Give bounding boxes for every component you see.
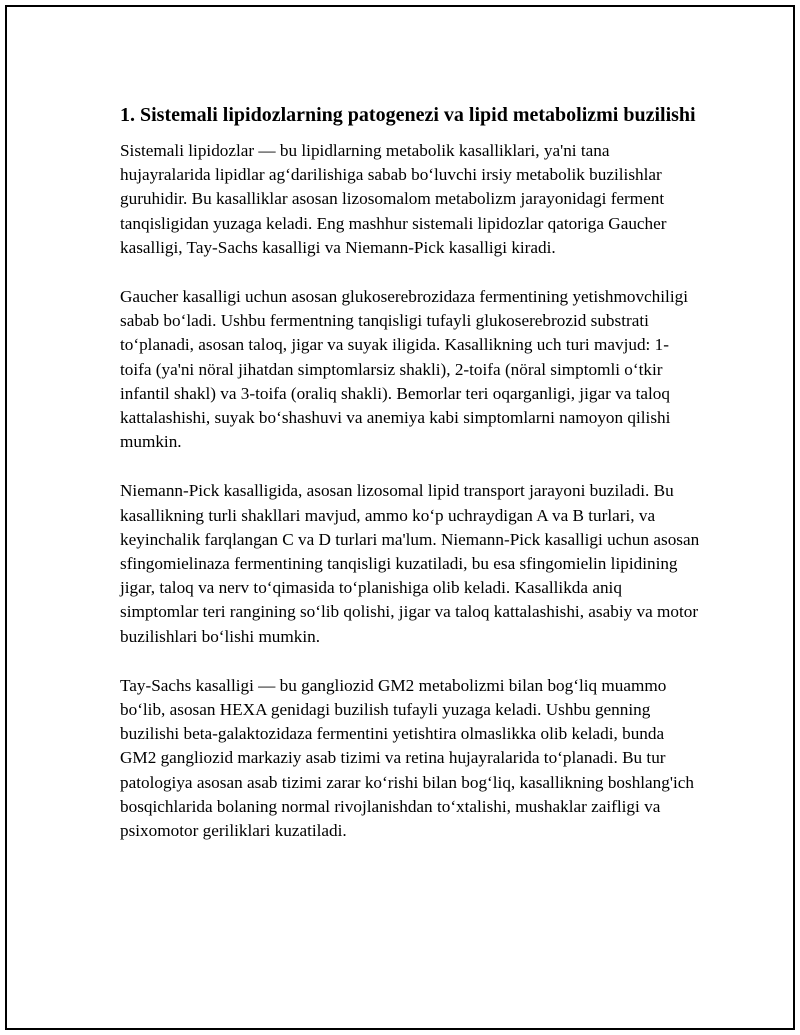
section-heading: 1. Sistemali lipidozlarning patogenezi va lipid metabolizmi buzilishi	[120, 104, 696, 126]
paragraph-niemann-pick: Niemann-Pick kasalligida, asosan lizosomal lipid transport jarayoni buziladi. Bu kasallikning turli shakllari mavjud, ammo ko‘p uchraydigan A va B turlari, va keyinchalik farqlangan C va D turlari ma'lum. Niemann-Pick kasalligi uchun asosan sfingomielinaza fermentining tanqisligi kuzatiladi, bu esa sfingomielin lipidining jigar, taloq va nerv to‘qimasida to‘planishiga olib keladi. Kasallikda aniq simptomlar teri rangining so‘lib qolishi, jigar va taloq kattalashishi, asabiy va motor buzilishlari bo‘lishi mumkin.	[120, 481, 700, 646]
page-frame	[5, 5, 795, 1030]
document-body	[120, 102, 700, 868]
paragraph-tay-sachs: Tay-Sachs kasalligi — bu gangliozid GM2 metabolizmi bilan bog‘liq muammo bo‘lib, asosan HEXA genidagi buzilish tufayli yuzaga keladi. Ushbu genning buzilishi beta-galaktozidaza fermentini yetishtira olmaslikka olib keladi, bunda GM2 gangliozid markaziy asab tizimi va retina hujayralarida to‘planadi. Bu tur patologiya asosan asab tizimi zarar ko‘rishi bilan bog‘liq, kasallikning boshlang'ich bosqichlarida bolaning normal rivojlanishdan to‘xtalishi, mushaklar zaifligi va psixomotor geriliklari kuzatiladi.	[120, 675, 694, 841]
paragraph-intro: Sistemali lipidozlar — bu lipidlarning metabolik kasalliklari, ya'ni tana hujayralarida lipidlar ag‘darilishiga sabab bo‘luvchi irsiy metabolik buzilishlar guruhidir. Bu kasalliklar asosan lizosomalom metabolizm jarayonidagi ferment tanqisligidan yuzaga keladi. Eng mashhur sistemali lipidozlar qatoriga Gaucher kasalligi, Tay-Sachs kasalligi va Niemann-Pick kasalligi kiradi.	[120, 141, 667, 257]
paragraph-gaucher: Gaucher kasalligi uchun asosan glukoserebrozidaza fermentining yetishmovchiligi sabab bo‘ladi. Ushbu fermentning tanqisligi tufayli glukoserebrozid substrati to‘planadi, asosan taloq, jigar va suyak iligida. Kasallikning uch turi mavjud: 1-toifa (ya'ni nöral jihatdan simptomlarsiz shakli), 2-toifa (nöral simptomli o‘tkir infantil shakl) va 3-toifa (oraliq shakli). Bemorlar teri oqarganligi, jigar va taloq kattalashishi, suyak bo‘shashuvi va anemiya kabi simptomlarni namoyon qilishi mumkin.	[120, 287, 688, 452]
